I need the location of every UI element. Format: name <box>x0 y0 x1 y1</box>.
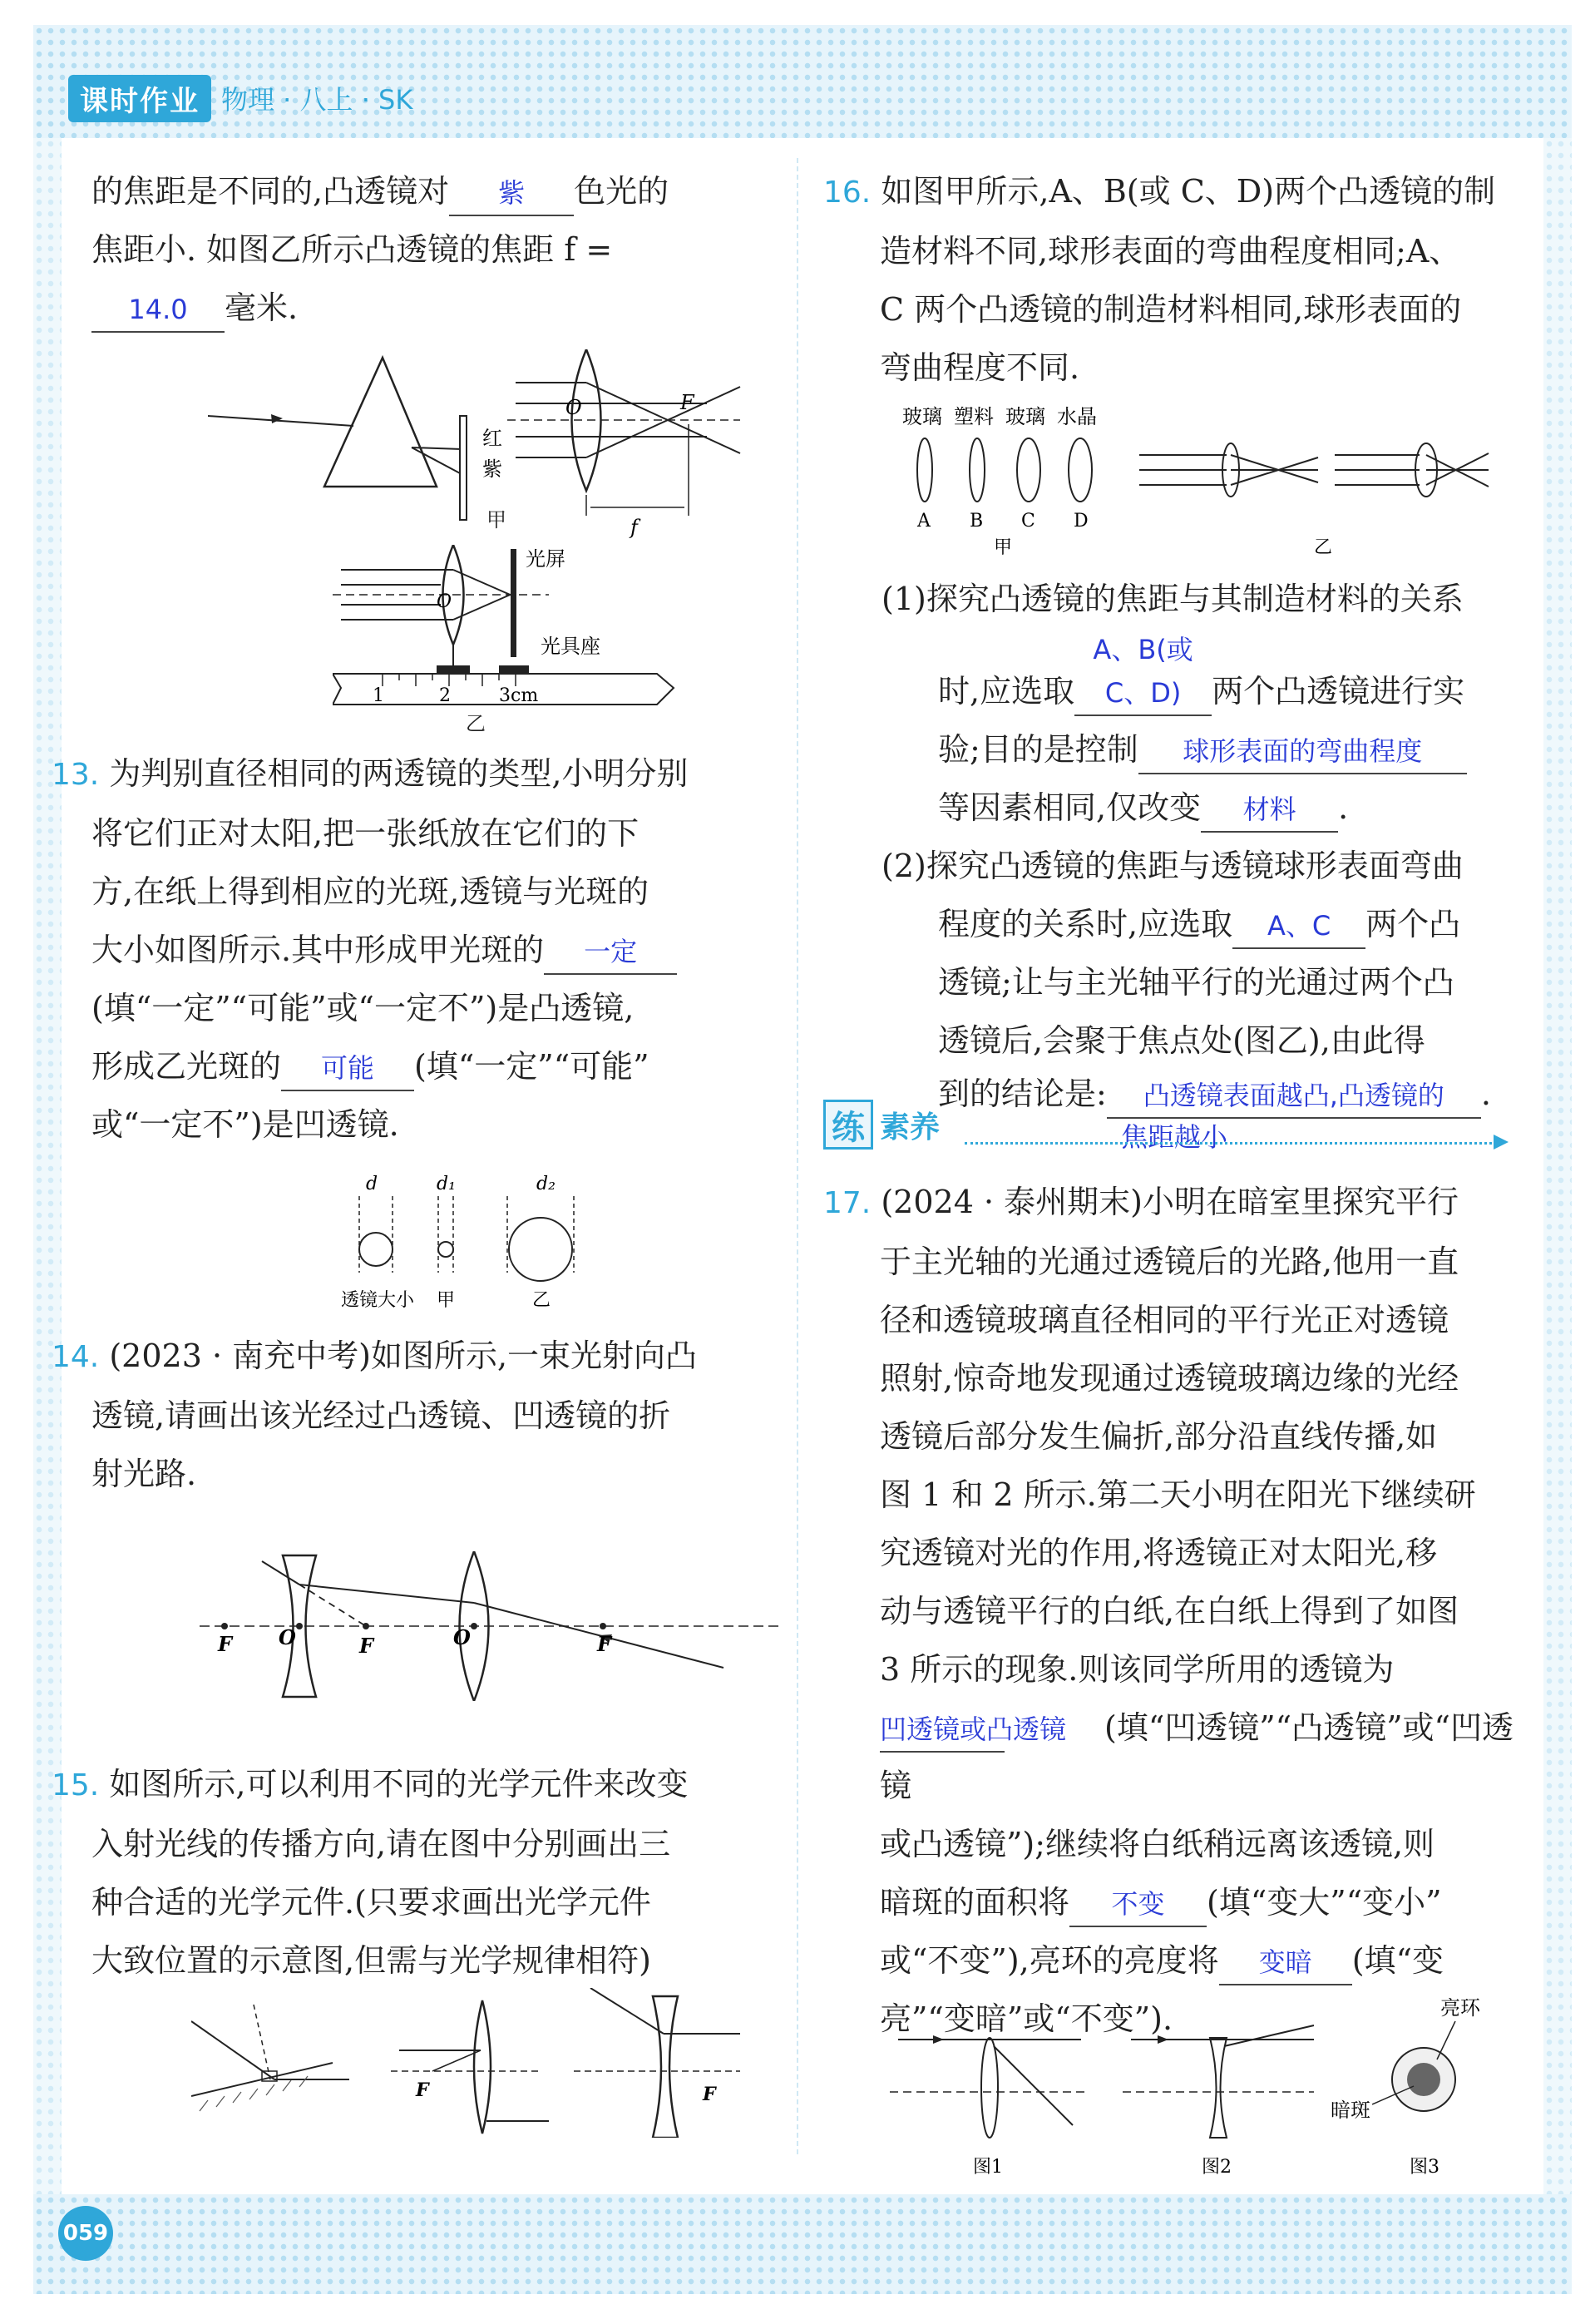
q12-line3 <box>91 279 790 337</box>
q15-number: 15. <box>52 1768 100 1802</box>
q13-number: 13. <box>52 758 100 792</box>
q16-text: 验;目的是控制 <box>938 731 1138 768</box>
q17-line14: 亮”“变暗”或“不变”). <box>880 2000 1173 2037</box>
q16-p2-line1: (2)探究凸透镜的焦距与透镜球形表面弯曲 <box>881 848 1464 884</box>
q12-text: 毫米. <box>225 289 299 326</box>
section-badge: 练 <box>823 1100 873 1150</box>
q16-text: 时,应选取 <box>938 673 1075 710</box>
q12-tail <box>91 162 790 337</box>
q16-p2-line4: 透镜后,会聚于焦点处(图乙),由此得 <box>938 1022 1425 1059</box>
page-header <box>68 77 412 120</box>
lens-C: C <box>1021 511 1035 532</box>
label-screen: 光屏 <box>526 547 565 571</box>
q16-text: 程度的关系时,应选取 <box>938 906 1233 942</box>
q17-text: (填“变 <box>1351 1942 1444 1979</box>
optical-element-figure <box>191 1988 840 2138</box>
answer-blank[interactable]: 凸透镜表面越凸,凸透镜的 <box>1107 1074 1481 1119</box>
q14-line1 <box>52 1327 792 1387</box>
label-F2: F <box>359 1634 374 1658</box>
q17-text: (2024 · 泰州期末)小明在暗室里探究平行 <box>881 1184 1459 1220</box>
section-header <box>823 1100 940 1150</box>
q15-line4: 大致位置的示意图,但需与光学规律相符) <box>91 1942 651 1979</box>
material-crystal: 水晶 <box>1057 405 1097 428</box>
answer-blank[interactable]: 变暗 <box>1219 1941 1352 1985</box>
q12-text: 色光的 <box>574 173 669 210</box>
lens-D: D <box>1074 511 1089 532</box>
question-16 <box>823 162 1505 397</box>
answer-blank[interactable]: 材料 <box>1201 788 1338 833</box>
q16-line2: 造材料不同,球形表面的弯曲程度相同;A、 <box>880 233 1461 269</box>
label-f: f <box>630 516 638 539</box>
q14-line3: 射光路. <box>91 1456 197 1492</box>
q13-line4 <box>52 921 792 979</box>
q16-text: . <box>1480 1075 1491 1112</box>
label-dark-spot: 暗斑 <box>1331 2099 1370 2122</box>
label-O2: O <box>453 1625 471 1649</box>
q13-line6 <box>52 1037 792 1095</box>
q17-line4: 照射,惊奇地发现通过透镜玻璃边缘的光经 <box>880 1360 1459 1397</box>
q13-line5: (填“一定”“可能”或“一定不”)是凸透镜, <box>91 990 635 1026</box>
q16-text: 两个凸透镜进行实 <box>1212 673 1465 710</box>
label-F4: F <box>416 2079 429 2101</box>
q14-line2: 透镜,请画出该光经过凸透镜、凹透镜的折 <box>91 1397 671 1434</box>
q16-parts <box>881 570 1514 1155</box>
label-O2: O <box>437 591 452 612</box>
q16-text: 等因素相同,仅改变 <box>938 789 1202 826</box>
question-15 <box>52 1755 792 1990</box>
question-13 <box>52 744 792 1154</box>
q17-line3: 径和透镜玻璃直径相同的平行光正对透镜 <box>880 1302 1449 1338</box>
q13-line3: 方,在纸上得到相应的光斑,透镜与光斑的 <box>91 873 649 910</box>
label-d2: d₂ <box>536 1174 556 1194</box>
tick-2: 2 <box>439 685 451 706</box>
q15-line3: 种合适的光学元件.(只要求画出光学元件 <box>91 1884 651 1921</box>
q16-p1-line1: (1)探究凸透镜的焦距与其制造材料的关系 <box>881 581 1464 617</box>
q16-p1-line3 <box>881 720 1514 779</box>
label-F5: F <box>703 2084 716 2105</box>
answer-blank[interactable]: 凹透镜或凸透镜 <box>880 1708 1005 1753</box>
q15-line2: 入射光线的传播方向,请在图中分别画出三 <box>91 1826 671 1862</box>
answer-blank[interactable]: 可能 <box>281 1046 414 1091</box>
q16-p1-line4 <box>881 779 1514 837</box>
answer-blank[interactable]: A、C <box>1232 904 1365 949</box>
question-14 <box>52 1327 792 1503</box>
answer-blank[interactable]: A、B(或C、D) <box>1074 628 1212 716</box>
q12-line1 <box>91 162 790 220</box>
material-glass-2: 玻璃 <box>1005 405 1045 428</box>
q17-number: 17. <box>823 1186 872 1220</box>
caption-fig1: 图1 <box>973 2157 1003 2178</box>
q13-text: (填“一定”“可能” <box>414 1048 649 1085</box>
right-dot-pattern <box>1543 138 1572 2194</box>
tick-1: 1 <box>373 685 384 706</box>
answer-blank[interactable]: 不变 <box>1069 1882 1207 1927</box>
q17-text: 暗斑的面积将 <box>880 1884 1070 1921</box>
q16-line1 <box>823 162 1505 222</box>
material-glass-1: 玻璃 <box>902 405 942 428</box>
label-O: O <box>565 396 582 419</box>
q16-p1-line2 <box>881 628 1514 720</box>
q17-line5: 透镜后部分发生偏折,部分沿直线传播,如 <box>880 1418 1438 1455</box>
q17-line12 <box>823 1873 1514 1931</box>
q13-text: 形成乙光斑的 <box>91 1048 282 1085</box>
answer-blank[interactable]: 14.0 <box>91 288 225 333</box>
q16-p2-answer-cont: 焦距越小 <box>1121 1121 1228 1153</box>
q16-text: 如图甲所示,A、B(或 C、D)两个凸透镜的制 <box>881 173 1496 210</box>
label-lens-size: 透镜大小 <box>341 1290 415 1311</box>
answer-blank[interactable]: 紫 <box>449 171 574 216</box>
question-17 <box>823 1173 1514 2048</box>
page-number: 059 <box>58 2206 113 2261</box>
q17-line6: 图 1 和 2 所示.第二天小明在阳光下继续研 <box>880 1476 1476 1513</box>
caption-fig2: 图2 <box>1202 2157 1232 2178</box>
q16-p2-line3: 透镜;让与主光轴平行的光通过两个凸 <box>938 964 1454 1001</box>
q17-line2: 于主光轴的光通过透镜后的光路,他用一直 <box>880 1244 1459 1280</box>
q16-number: 16. <box>823 176 872 210</box>
q14-text: (2023 · 南充中考)如图所示,一束光射向凸 <box>109 1338 698 1374</box>
q12-line2: 焦距小. 如图乙所示凸透镜的焦距 f = <box>91 231 613 268</box>
label-F3: F <box>597 1632 612 1656</box>
q16-p2-line5 <box>881 1070 1514 1119</box>
q17-line10 <box>823 1698 1514 1815</box>
q17-line13 <box>823 1931 1514 1990</box>
q13-line1 <box>52 744 792 804</box>
caption-fig3: 图3 <box>1410 2157 1439 2178</box>
q13-text: 为判别直径相同的两透镜的类型,小明分别 <box>109 755 689 792</box>
label-F: F <box>680 391 694 414</box>
q16-text: 到的结论是: <box>938 1075 1107 1112</box>
q16-text: . <box>1338 789 1349 826</box>
q17-line11: 或凸透镜”);继续将白纸稍远离该透镜,则 <box>880 1826 1435 1862</box>
tick-3cm: 3cm <box>499 685 539 706</box>
q17-line9: 3 所示的现象.则该同学所用的透镜为 <box>880 1651 1395 1688</box>
column-divider <box>797 158 798 2154</box>
section-dotted-line <box>965 1142 1497 1145</box>
answer-blank[interactable]: 球形表面的弯曲程度 <box>1138 729 1467 774</box>
q12-text: 的焦距是不同的,凸透镜对 <box>91 173 450 210</box>
q14-number: 14. <box>52 1340 100 1374</box>
q15-text: 如图所示,可以利用不同的光学元件来改变 <box>109 1766 689 1802</box>
q16-line4: 弯曲程度不同. <box>880 349 1080 386</box>
answer-blank[interactable]: 一定 <box>544 930 677 975</box>
four-lens-figure <box>902 403 1501 561</box>
q16-p2-line2 <box>881 895 1514 953</box>
q13-line2: 将它们正对太阳,把一张纸放在它们的下 <box>91 815 639 852</box>
q13-text: 大小如图所示.其中形成甲光斑的 <box>91 932 545 968</box>
q17-text: (填“凹透镜”“凸透镜”或“凹透镜 <box>880 1709 1514 1804</box>
spot-size-figure <box>341 1173 615 1314</box>
q15-line1 <box>52 1755 792 1815</box>
q13-line7: 或“一定不”)是凹透镜. <box>91 1106 399 1143</box>
q16-text: 两个凸 <box>1365 906 1461 942</box>
section-title: 素养 <box>880 1109 941 1145</box>
label-red: 红 <box>482 427 502 450</box>
label-yi: 乙 <box>532 1290 551 1311</box>
q17-line8: 动与透镜平行的白纸,在白纸上得到了如图 <box>880 1593 1459 1629</box>
material-plastic: 塑料 <box>954 405 994 428</box>
footer-dot-pattern <box>33 2194 1572 2294</box>
caption-yi: 乙 <box>466 712 486 735</box>
label-bright-ring: 亮环 <box>1440 1996 1480 2020</box>
lens-B: B <box>970 511 984 532</box>
arrow-right-icon <box>1494 1135 1509 1150</box>
q16-line3: C 两个凸透镜的制造材料相同,球形表面的 <box>880 291 1462 328</box>
caption-jia-16: 甲 <box>994 537 1013 558</box>
label-F1: F <box>218 1632 233 1656</box>
label-violet: 紫 <box>482 457 502 481</box>
q17-line7: 究透镜对光的作用,将透镜正对太阳光,移 <box>880 1535 1438 1571</box>
label-d: d <box>366 1174 378 1194</box>
lens-A: A <box>917 511 931 532</box>
optical-bench-figure <box>333 545 690 719</box>
label-d1: d₁ <box>437 1174 456 1194</box>
lens-refraction-figure <box>200 1551 782 1701</box>
q17-text: 或“不变”),亮环的亮度将 <box>880 1942 1219 1979</box>
brand-logo: 课时作业 <box>68 75 211 122</box>
q17-line1 <box>823 1173 1514 1233</box>
label-jia: 甲 <box>437 1290 456 1311</box>
label-bench: 光具座 <box>541 635 600 658</box>
q17-figures <box>881 1988 1514 2179</box>
q17-text: (填“变大”“变小” <box>1207 1884 1442 1921</box>
caption-jia: 甲 <box>486 508 506 532</box>
label-O1: O <box>279 1625 296 1649</box>
caption-yi-16: 乙 <box>1314 537 1333 558</box>
subject-label: 物理 · 八上 · SK <box>221 84 413 116</box>
